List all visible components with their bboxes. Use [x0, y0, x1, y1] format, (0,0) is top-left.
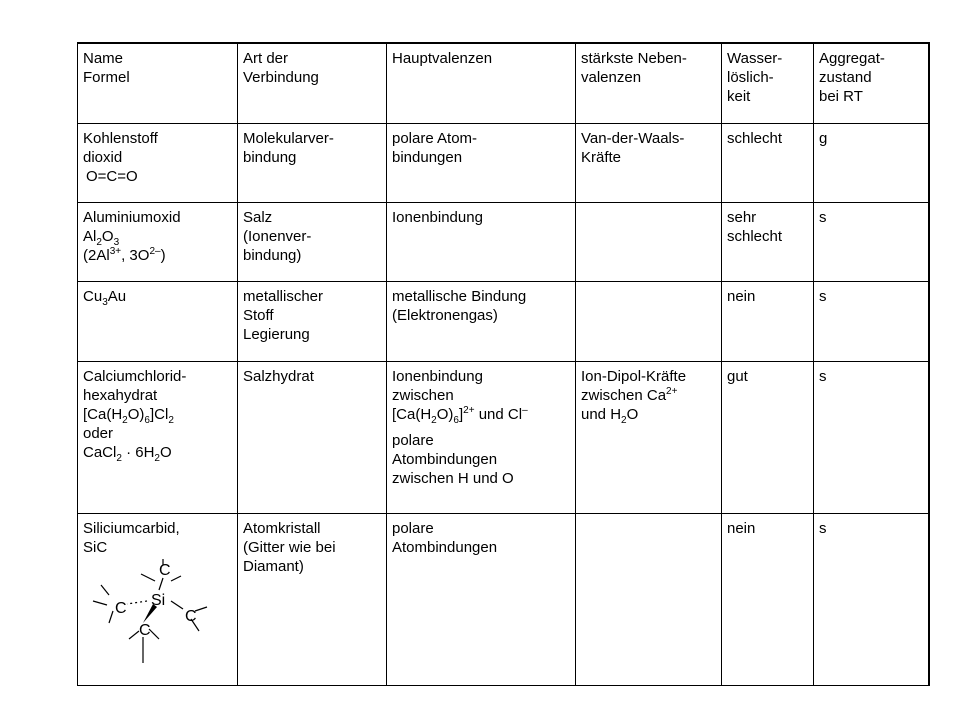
header-state: Aggregat- zustand bei RT	[814, 43, 929, 123]
cell-state: s	[814, 202, 929, 281]
cell-type: Salz (Ionenver- bindung)	[238, 202, 387, 281]
formula-hydrate: CaCl$_2$ · $6H_2O$	[83, 443, 172, 464]
bond-si-c-top	[159, 578, 163, 590]
cell-type: Atomkristall (Gitter wie bei Diamant)	[238, 513, 387, 685]
compound-table	[77, 42, 930, 686]
atom-c-right: C	[185, 607, 197, 625]
atom-c-left: C	[115, 599, 127, 617]
cell-solubility: gut	[722, 361, 814, 513]
cell-secondary-valence: Van-der-Waals- Kräfte	[576, 123, 722, 202]
cell-type: Molekularver- bindung	[238, 123, 387, 202]
formula-complex-ion: $[Ca(H_2O)_6]^{2+}$ und Cl–	[392, 404, 528, 426]
table-row	[78, 513, 929, 685]
compound-table-wrapper	[77, 42, 930, 686]
sic-tetrahedral-structure	[83, 559, 228, 671]
table-row	[78, 361, 929, 513]
atom-si-center: Si	[151, 591, 166, 609]
cell-solubility: nein	[722, 513, 814, 685]
bond-si-c-right	[171, 601, 183, 609]
cell-main-valence: Ionenbindung	[387, 202, 576, 281]
cell-type: metallischer Stoff Legierung	[238, 281, 387, 361]
bond-right-out	[195, 607, 207, 611]
bond-top-right	[171, 576, 181, 581]
table-row	[78, 281, 929, 361]
cell-state: s	[814, 361, 929, 513]
bond-top-left	[141, 574, 155, 581]
cell-secondary-valence	[576, 281, 722, 361]
secondary-water: und $H_2O$	[581, 405, 639, 426]
bond-left-down	[109, 611, 113, 623]
table-row	[78, 202, 929, 281]
secondary-ca-ion: zwischen $Ca^{2+}$	[581, 385, 678, 404]
cell-name: Aluminiumoxid $Al_2O_3$ ($2Al^{3+}$, $3O^{2-}$)	[78, 202, 238, 281]
bond-left-out	[93, 601, 107, 605]
header-water-solubility: Wasser- löslich- keit	[722, 43, 814, 123]
cell-solubility: nein	[722, 281, 814, 361]
cell-main-valence: Ionenbindung zwischen $[Ca(H_2O)_6]^{2+}$ und Cl– polare Atombindungen zwischen H und O	[387, 361, 576, 513]
bond-bottom-left	[129, 631, 139, 639]
bond-left-up	[101, 585, 109, 595]
cell-state: g	[814, 123, 929, 202]
cell-main-valence: polare Atombindungen	[387, 513, 576, 685]
cell-name: Calciumchlorid- hexahydrat $[Ca(H_2O)_6]Cl_2$ oder CaCl$_2$ · $6H_2O$	[78, 361, 238, 513]
cell-main-valence: polare Atom- bindungen	[387, 123, 576, 202]
cell-state: s	[814, 513, 929, 685]
ions-al2o3: ($2Al^{3+}$, $3O^{2-}$)	[83, 245, 166, 264]
cell-name: Kohlenstoff dioxid O=C=O	[78, 123, 238, 202]
cell-solubility: schlecht	[722, 123, 814, 202]
table-row	[78, 123, 929, 202]
formula-hexaaqua: $[Ca(H_2O)_6]Cl_2$	[83, 405, 174, 426]
header-name-formula: Name Formel	[78, 43, 238, 123]
header-main-valences: Hauptvalenzen	[387, 43, 576, 123]
header-row	[78, 43, 929, 123]
cell-state: s	[814, 281, 929, 361]
cell-secondary-valence: Ion-Dipol-Kräfte zwischen $Ca^{2+}$ und $H_2O$	[576, 361, 722, 513]
cell-type: Salzhydrat	[238, 361, 387, 513]
cell-name	[78, 281, 238, 361]
cell-solubility: sehr schlecht	[722, 202, 814, 281]
cell-main-valence: metallische Bindung (Elektronengas)	[387, 281, 576, 361]
cell-name: Siliciumcarbid, SiC C Si C C C	[78, 513, 238, 685]
formula-cu3au: $Cu_3Au$	[83, 287, 127, 308]
atom-c-bottom: C	[139, 621, 151, 639]
formula-al2o3: $Al_2O_3$	[83, 227, 120, 248]
cell-secondary-valence	[576, 202, 722, 281]
header-secondary-valences: stärkste Neben- valenzen	[576, 43, 722, 123]
atom-c-top: C	[159, 561, 171, 579]
bond-si-c-left	[127, 601, 147, 604]
cell-secondary-valence	[576, 513, 722, 685]
header-compound-type: Art der Verbindung	[238, 43, 387, 123]
